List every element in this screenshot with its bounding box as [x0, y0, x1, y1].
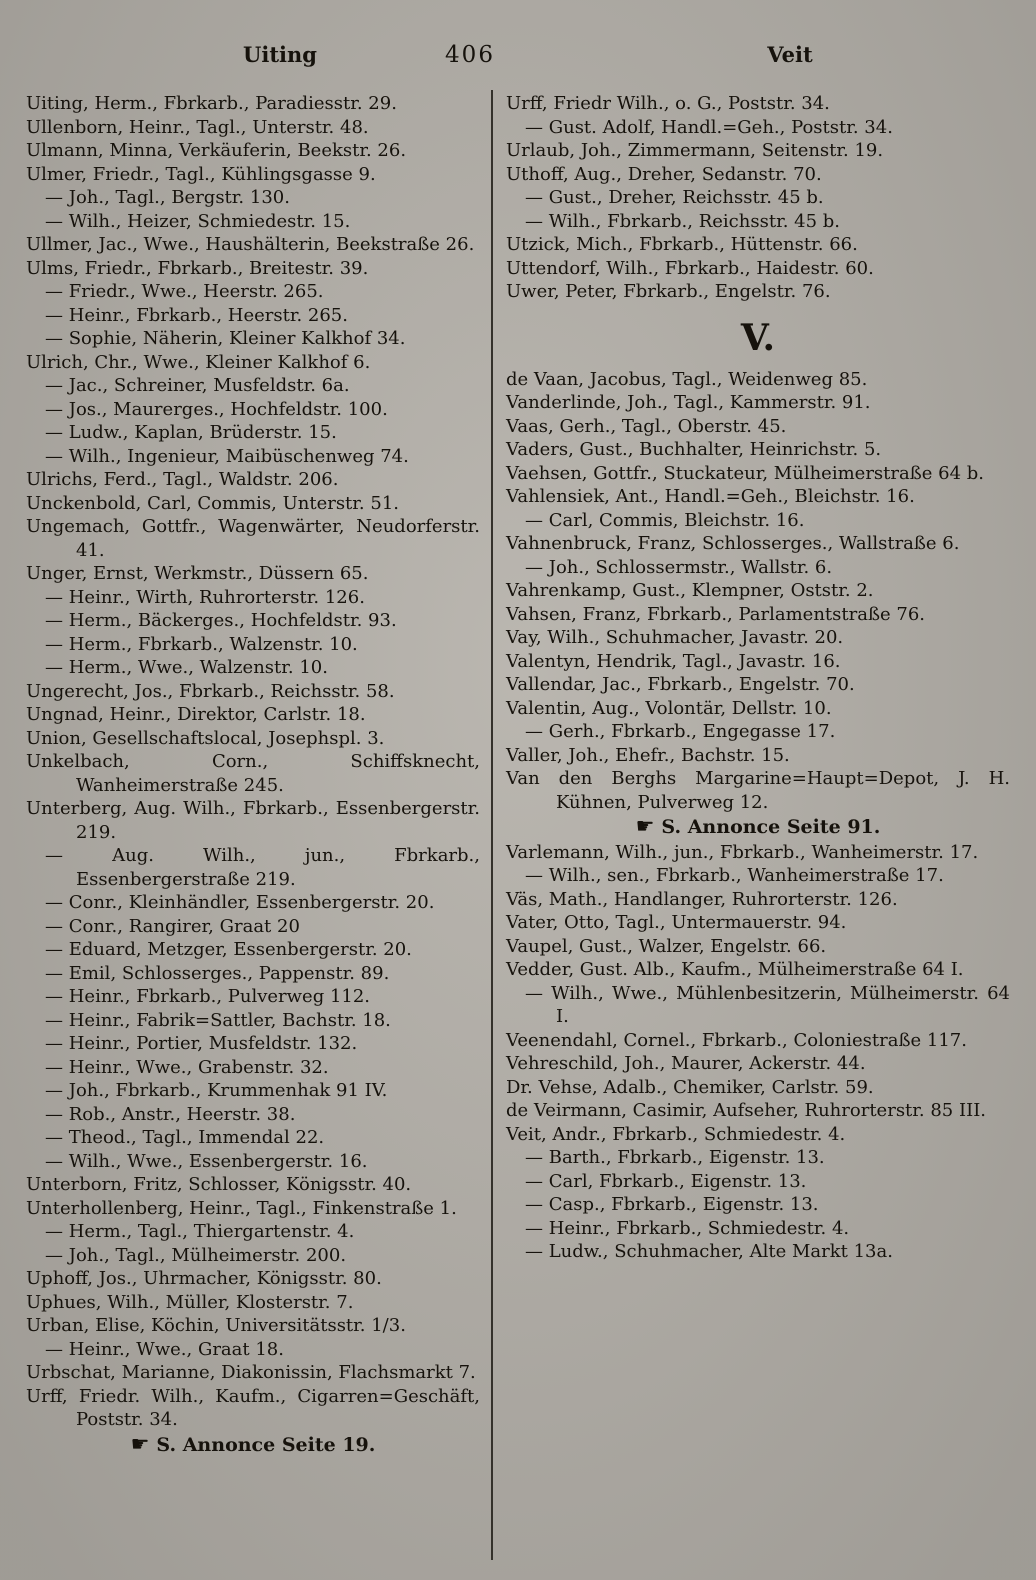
directory-entry: — Joh., Schlossermstr., Wallstr. 6. [525, 556, 833, 578]
page-header [0, 42, 1036, 80]
directory-entry: — Gerh., Fbrkarb., Engegasse 17. [525, 721, 836, 742]
directory-entry: Vahrenkamp, Gust., Klempner, Oststr. 2. [506, 580, 874, 601]
directory-entry: — Wilh., Wwe., Mühlenbesitzerin, Mülheimerstr. 64 I. [525, 982, 1010, 1027]
annonce-reference [506, 815, 1010, 840]
annonce-text: S. Annonce Seite 19. [156, 1433, 376, 1456]
directory-entry: Vahnenbruck, Franz, Schlosserges., Wallstraße 6. [506, 533, 960, 554]
directory-entry: Ulmer, Friedr., Tagl., Kühlingsgasse 9. [26, 163, 376, 185]
column-divider-rule [491, 90, 493, 1560]
directory-entry: Veit, Andr., Fbrkarb., Schmiedestr. 4. [506, 1123, 846, 1145]
directory-entry: Urlaub, Joh., Zimmermann, Seitenstr. 19. [506, 140, 884, 161]
directory-entry: — Heinr., Wirth, Ruhrorterstr. 126. [45, 586, 365, 608]
directory-entry: — Heinr., Fbrkarb., Heerstr. 265. [45, 304, 348, 326]
directory-entry: Unger, Ernst, Werkmstr., Düssern 65. [26, 563, 369, 584]
directory-entry: — Heinr., Wwe., Grabenstr. 32. [45, 1056, 329, 1078]
directory-entry: Ulmann, Minna, Verkäuferin, Beekstr. 26. [26, 140, 407, 161]
directory-entry: — Wilh., Wwe., Essenbergerstr. 16. [45, 1150, 368, 1172]
directory-entry: Varlemann, Wilh., jun., Fbrkarb., Wanheimerstr. 17. [506, 841, 979, 863]
directory-entry: Ungemach, Gottfr., Wagenwärter, Neudorferstr. 41. [26, 516, 480, 561]
directory-entry: — Carl, Commis, Bleichstr. 16. [525, 509, 805, 531]
page-number: 406 [445, 42, 495, 68]
pointing-hand-icon: ☛ [130, 1431, 150, 1456]
directory-entry: Valler, Joh., Ehefr., Bachstr. 15. [506, 744, 790, 766]
directory-entry: Uphues, Wilh., Müller, Klosterstr. 7. [26, 1291, 354, 1313]
directory-entry: Ulrichs, Ferd., Tagl., Waldstr. 206. [26, 469, 339, 490]
directory-entry: — Joh., Fbrkarb., Krummenhak 91 IV. [45, 1080, 388, 1101]
directory-entry: Vay, Wilh., Schuhmacher, Javastr. 20. [506, 627, 844, 648]
directory-entry: — Jos., Maurerges., Hochfeldstr. 100. [45, 398, 388, 420]
directory-entry: — Casp., Fbrkarb., Eigenstr. 13. [525, 1194, 819, 1215]
directory-entry: — Herm., Wwe., Walzenstr. 10. [45, 657, 328, 678]
directory-entry: Ulrich, Chr., Wwe., Kleiner Kalkhof 6. [26, 351, 371, 373]
directory-entry: — Ludw., Kaplan, Brüderstr. 15. [45, 422, 337, 443]
directory-entry: Vaders, Gust., Buchhalter, Heinrichstr. 5. [506, 439, 882, 460]
directory-entry: Urban, Elise, Köchin, Universitätsstr. 1/3. [26, 1315, 406, 1336]
annonce-reference [26, 1433, 480, 1458]
directory-entry: — Herm., Fbrkarb., Walzenstr. 10. [45, 633, 358, 655]
directory-entry: Vahsen, Franz, Fbrkarb., Parlamentstraße 76. [506, 603, 925, 625]
directory-entry: Uphoff, Jos., Uhrmacher, Königsstr. 80. [26, 1268, 382, 1289]
directory-entry: Ullenborn, Heinr., Tagl., Unterstr. 48. [26, 116, 369, 138]
directory-entry: — Heinr., Fbrkarb., Pulverweg 112. [45, 986, 371, 1007]
directory-entry: Van den Berghs Margarine=Haupt=Depot, J. H. Kühnen, Pulverweg 12. [506, 768, 1010, 813]
directory-entry: — Friedr., Wwe., Heerstr. 265. [45, 281, 324, 302]
directory-entry: — Jac., Schreiner, Musfeldstr. 6a. [45, 375, 350, 396]
directory-entry: — Aug. Wilh., jun., Fbrkarb., Essenbergerstraße 219. [45, 845, 480, 890]
directory-entry: Urff, Friedr Wilh., o. G., Poststr. 34. [506, 93, 830, 114]
directory-entry: Unkelbach, Corn., Schiffsknecht, Wanheimerstraße 245. [26, 751, 480, 796]
directory-entry: — Gust., Dreher, Reichsstr. 45 b. [525, 187, 824, 208]
directory-entry: Ulms, Friedr., Fbrkarb., Breitestr. 39. [26, 257, 369, 279]
directory-entry: Ullmer, Jac., Wwe., Haushälterin, Beekstraße 26. [26, 234, 475, 255]
directory-entry: — Herm., Tagl., Thiergartenstr. 4. [45, 1221, 355, 1242]
directory-entry: — Conr., Kleinhändler, Essenbergerstr. 20. [45, 892, 435, 913]
directory-entry: — Wilh., Fbrkarb., Reichsstr. 45 b. [525, 210, 841, 232]
annonce-text: S. Annonce Seite 91. [661, 816, 881, 838]
directory-entry: Ungnad, Heinr., Direktor, Carlstr. 18. [26, 704, 366, 725]
directory-entry: — Rob., Anstr., Heerstr. 38. [45, 1103, 296, 1125]
directory-entry: Ungerecht, Jos., Fbrkarb., Reichsstr. 58. [26, 680, 395, 702]
directory-entry: Valentyn, Hendrik, Tagl., Javastr. 16. [506, 650, 841, 672]
directory-entry: Veenendahl, Cornel., Fbrkarb., Coloniestraße 117. [506, 1029, 967, 1051]
section-letter-heading: V. [740, 316, 776, 359]
directory-entry: — Wilh., Ingenieur, Maibüschenweg 74. [45, 445, 409, 467]
directory-entry: Valentin, Aug., Volontär, Dellstr. 10. [506, 697, 832, 719]
directory-entry: Urff, Friedr. Wilh., Kaufm., Cigarren=Geschäft, Poststr. 34. [26, 1385, 480, 1430]
directory-entry: Vedder, Gust. Alb., Kaufm., Mülheimerstraße 64 I. [506, 959, 964, 980]
directory-entry: Unterberg, Aug. Wilh., Fbrkarb., Essenbergerstr. 219. [26, 798, 480, 843]
directory-entry: — Eduard, Metzger, Essenbergerstr. 20. [45, 939, 412, 960]
directory-entry: — Herm., Bäckerges., Hochfeldstr. 93. [45, 610, 397, 631]
directory-entry: — Wilh., Heizer, Schmiedestr. 15. [45, 210, 351, 232]
directory-entry: — Joh., Tagl., Bergstr. 130. [45, 187, 290, 208]
directory-entry: Vaehsen, Gottfr., Stuckateur, Mülheimerstraße 64 b. [506, 462, 984, 484]
directory-entry: — Conr., Rangirer, Graat 20 [45, 915, 300, 937]
directory-entry: — Emil, Schlosserges., Pappenstr. 89. [45, 962, 390, 984]
directory-entry: — Heinr., Fbrkarb., Schmiedestr. 4. [525, 1217, 850, 1239]
directory-entry: Utzick, Mich., Fbrkarb., Hüttenstr. 66. [506, 234, 858, 255]
directory-entry: Vaas, Gerh., Tagl., Oberstr. 45. [506, 415, 787, 437]
directory-entry: — Sophie, Näherin, Kleiner Kalkhof 34. [45, 328, 406, 349]
directory-entry: Vahlensiek, Ant., Handl.=Geh., Bleichstr. 16. [506, 486, 915, 507]
directory-entry: de Veirmann, Casimir, Aufseher, Ruhrorterstr. 85 III. [506, 1100, 987, 1121]
directory-entry: — Joh., Tagl., Mülheimerstr. 200. [45, 1244, 347, 1266]
directory-entry: Union, Gesellschaftslocal, Josephspl. 3. [26, 727, 385, 749]
directory-entry: Vallendar, Jac., Fbrkarb., Engelstr. 70. [506, 674, 855, 695]
directory-entry: Unterborn, Fritz, Schlosser, Königsstr. 40. [26, 1174, 412, 1195]
directory-entry: Urbschat, Marianne, Diakonissin, Flachsmarkt 7. [26, 1362, 476, 1383]
directory-entry: — Heinr., Fabrik=Sattler, Bachstr. 18. [45, 1009, 391, 1031]
directory-entry: — Ludw., Schuhmacher, Alte Markt 13a. [525, 1241, 893, 1262]
directory-entry: — Theod., Tagl., Immendal 22. [45, 1127, 325, 1148]
left-column [26, 92, 480, 1458]
header-right-keyword: Veit [767, 42, 813, 67]
directory-entry: Uttendorf, Wilh., Fbrkarb., Haidestr. 60. [506, 257, 874, 279]
directory-entry: Vehreschild, Joh., Maurer, Ackerstr. 44. [506, 1053, 866, 1074]
directory-entry: — Heinr., Wwe., Graat 18. [45, 1338, 284, 1360]
directory-entry: Unckenbold, Carl, Commis, Unterstr. 51. [26, 492, 399, 514]
directory-entry: — Barth., Fbrkarb., Eigenstr. 13. [525, 1147, 825, 1168]
directory-entry: — Heinr., Portier, Musfeldstr. 132. [45, 1033, 358, 1054]
directory-entry: Dr. Vehse, Adalb., Chemiker, Carlstr. 59. [506, 1076, 874, 1098]
header-left-keyword: Uiting [243, 42, 317, 67]
right-column [506, 92, 1010, 1264]
directory-entry: — Wilh., sen., Fbrkarb., Wanheimerstraße 17. [525, 865, 944, 886]
directory-entry: Uwer, Peter, Fbrkarb., Engelstr. 76. [506, 281, 831, 302]
directory-entry: Uiting, Herm., Fbrkarb., Paradiesstr. 29. [26, 93, 397, 114]
directory-entry: Vater, Otto, Tagl., Untermauerstr. 94. [506, 912, 847, 933]
directory-entry: Unterhollenberg, Heinr., Tagl., Finkenstraße 1. [26, 1197, 457, 1219]
directory-entry: Vaupel, Gust., Walzer, Engelstr. 66. [506, 935, 827, 957]
pointing-hand-icon: ☛ [635, 814, 655, 838]
directory-entry: Väs, Math., Handlanger, Ruhrorterstr. 126. [506, 888, 898, 910]
directory-entry: — Carl, Fbrkarb., Eigenstr. 13. [525, 1170, 807, 1192]
directory-entry: de Vaan, Jacobus, Tagl., Weidenweg 85. [506, 368, 868, 390]
directory-entry: — Gust. Adolf, Handl.=Geh., Poststr. 34. [525, 116, 893, 138]
directory-entry: Vanderlinde, Joh., Tagl., Kammerstr. 91. [506, 392, 871, 413]
directory-entry: Uthoff, Aug., Dreher, Sedanstr. 70. [506, 163, 822, 185]
